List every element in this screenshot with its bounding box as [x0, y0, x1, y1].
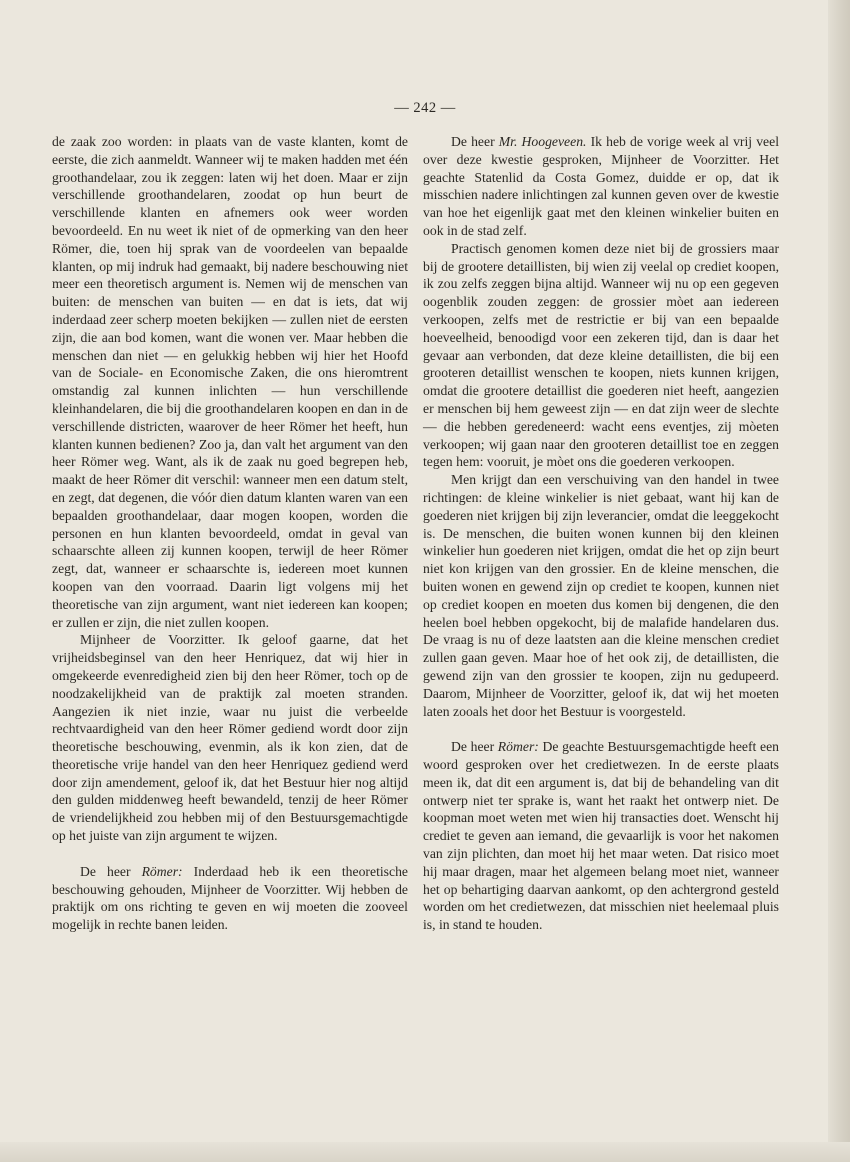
paragraph: Practisch genomen komen deze niet bij de grossiers maar bij de grootere detaillisten, bij wien zij veelal op crediet koopen, ik zou zelfs zeggen bijna altijd. Wanneer wij nu op een gegeven oogenblik zouden zeggen: de grossier mòet aan iedereen verkoopen, zelfs met de restrictie er bij van een bepaalde hoeveelheid, benoodigd voor een zekeren tijd, dan is daar het gevaar aan verbonden, dat deze kleine detaillisten, die bij een grooteren detaillist wenschen te koopen, niets kunnen krijgen, omdat die grootere detaillist die goederen niet heeft, aangezien er menschen bij hem geweest zijn — en dat zijn weer de slechte — die hebben geredeneerd: wacht eens eventjes, zij mòeten verkoopen; wij gaan naar den grooteren detaillist toe en zeggen tegen hem: vooruit, je mòet ons die goederen verkoopen.	[423, 240, 779, 470]
left-column	[52, 133, 408, 934]
speech-text: Inderdaad heb ik een theoretische beschouwing gehouden, Mijnheer de Voorzitter. Wij hebben de praktijk om ons richting te geven en wij moeten die zooveel mogelijk in rechte banen leiden.	[52, 863, 408, 933]
page-edge-right	[828, 0, 850, 1162]
speech-paragraph	[423, 133, 779, 240]
speech-paragraph	[52, 863, 408, 934]
speech-paragraph	[423, 738, 779, 934]
page-edge-bottom	[0, 1142, 850, 1162]
speaker-name: Römer:	[497, 739, 539, 755]
paragraph: de zaak zoo worden: in plaats van de vaste klanten, komt de eerste, die zich aanmeldt. Wanneer wij te maken hadden met één groothandelaar, zou ik zeggen: laten wij het doen. Maar er zijn verschillende groothandelaren, zoodat op hun beurt de verschillende klanten en afnemers ook weer worden bevoordeeld. En nu weet ik niet of de opmerking van den heer Römer, die, toen hij sprak van de voordeelen van bepaalde klanten, op mij indruk had gemaakt, bij nadere beschouwing niet meer een theoretisch argument is. Nemen wij de menschen van buiten: de menschen van buiten — en dat is iets, dat wij inderdaad zeer scherp moeten bekijken — zullen niet de eersten zijn, die aan bod komen, want die wonen ver. Maar hebben die menschen dan niet — en gelukkig hebben wij hier het Hoofd van de Sociale- en Economische Zaken, die ons hieromtrent omstandig zal kunnen inlichten — hun verschillende kleinhandelaren, die bij die groothandelaren koopen en dan in de verschillende districten, waarover de heer Römer het heeft, hun klanten kunnen bedienen? Zoo ja, dan valt het argument van den heer Römer weg. Want, als ik de zaak nu goed begrepen heb, maakt de heer Römer dit verschil: wanneer men een datum stelt, en zegt, dat degenen, die vóór dien datum klanten waren van een bepaalden groothandelaar, daar mogen koopen, worden die personen en hun klanten bevoordeeld, omdat in geval van schaarschte alleen zij kunnen koopen, terwijl de heer Römer zegt, dat, wanneer er schaarschte is, iedereen moet kunnen koopen van den voorraad. Daarin ligt volgens mij het theoretische van zijn argument, want niet iedereen kan koopen; er zullen er zijn, die niet zullen koopen.	[52, 134, 408, 630]
speaker-name: Mr. Hoogeveen.	[498, 134, 587, 149]
speech-prefix: De heer	[80, 863, 142, 879]
speech-prefix: De heer	[451, 739, 498, 755]
speaker-name: Römer:	[141, 863, 183, 879]
speech-prefix: De heer	[451, 134, 499, 149]
right-column	[423, 133, 779, 934]
paragraph: Men krijgt dan een verschuiving van den handel in twee richtingen: de kleine winkelier is niet gebaat, want hij kan de goederen niet krijgen bij zijn leverancier, omdat die leeggekocht is. De menschen, die buiten wonen kunnen bij den kleinen winkelier hun goederen niet krijgen, omdat die het op zijn beurt niet kon krijgen van den grossier. En de kleine menschen, die buiten wonen en gewend zijn op crediet te koopen, kunnen niet op crediet koopen en moeten dus komen bij dengenen, die den heelen boel hebben opgekocht, bij de malafide handelaren dus. De vraag is nu of deze laatsten aan die kleine menschen crediet zullen gaan geven. Maar hoe of het ook zij, de detaillisten, die gewend zijn van den grossier te koopen, zijn nu gedupeerd. Daarom, Mijnheer de Voorzitter, geloof ik, dat wij het moeten laten zooals het door het Bestuur is voorgesteld.	[423, 472, 779, 719]
speech-text: Ik heb de vorige week al vrij veel over deze kwestie gesproken, Mijnheer de Voorzitter. Het geachte Statenlid da Costa Gomez, duidde er op, dat ik misschien nadere inlichtingen zal kunnen geven over de kwestie van hoe het eigenlijk gaat met den kleinen winkelier buiten en ook in de stad zelf.	[423, 134, 779, 238]
page-number: — 242 —	[394, 100, 456, 116]
paragraph: Mijnheer de Voorzitter. Ik geloof gaarne, dat het vrijheidsbeginsel van den heer Henriquez, dat wij hier in omgekeerde evenredigheid zien bij den heer Römer, toch op de noodzakelijkheid van de praktijk zal moeten stranden. Aangezien ik niet inzie, waar nu juist die verbeelde rechtvaardigheid van den heer Römer gediend wordt door zijn theoretische beschouwing, evenmin, als ik kon zien, dat de theoretische vrije handel van den heer Henriquez gediend werd door zijn amendement, geloof ik, dat het Bestuur hier nog altijd den gulden middenweg heeft bewandeld, tenzij de heer Römer de vriendelijkheid zou hebben mij of den Bestuursgemachtigde op het juiste van zijn argument te wijzen.	[52, 632, 408, 844]
speech-text: De geachte Bestuursgemachtigde heeft een woord gesproken over het credietwezen. In de eerste plaats meen ik, dat dit een argument is, dat bij de behandeling van dit ontwerp niet ter sprake is, want het raakt het ontwerp niet. De koopman moet weten met wien hij transacties doet. Wenscht hij crediet te geven aan iemand, die gevaarlijk is voor het nakomen van zijn plichten, dan moet hij het maar weten. Dat risico moet hij maar dragen, maar het algemeen belang moet niet, wanneer het op behartiging daarvan aankomt, op den achtergrond gesteld worden om het credietwezen, dat misschien niet heelemaal pluis is, in stand te houden.	[423, 739, 779, 933]
